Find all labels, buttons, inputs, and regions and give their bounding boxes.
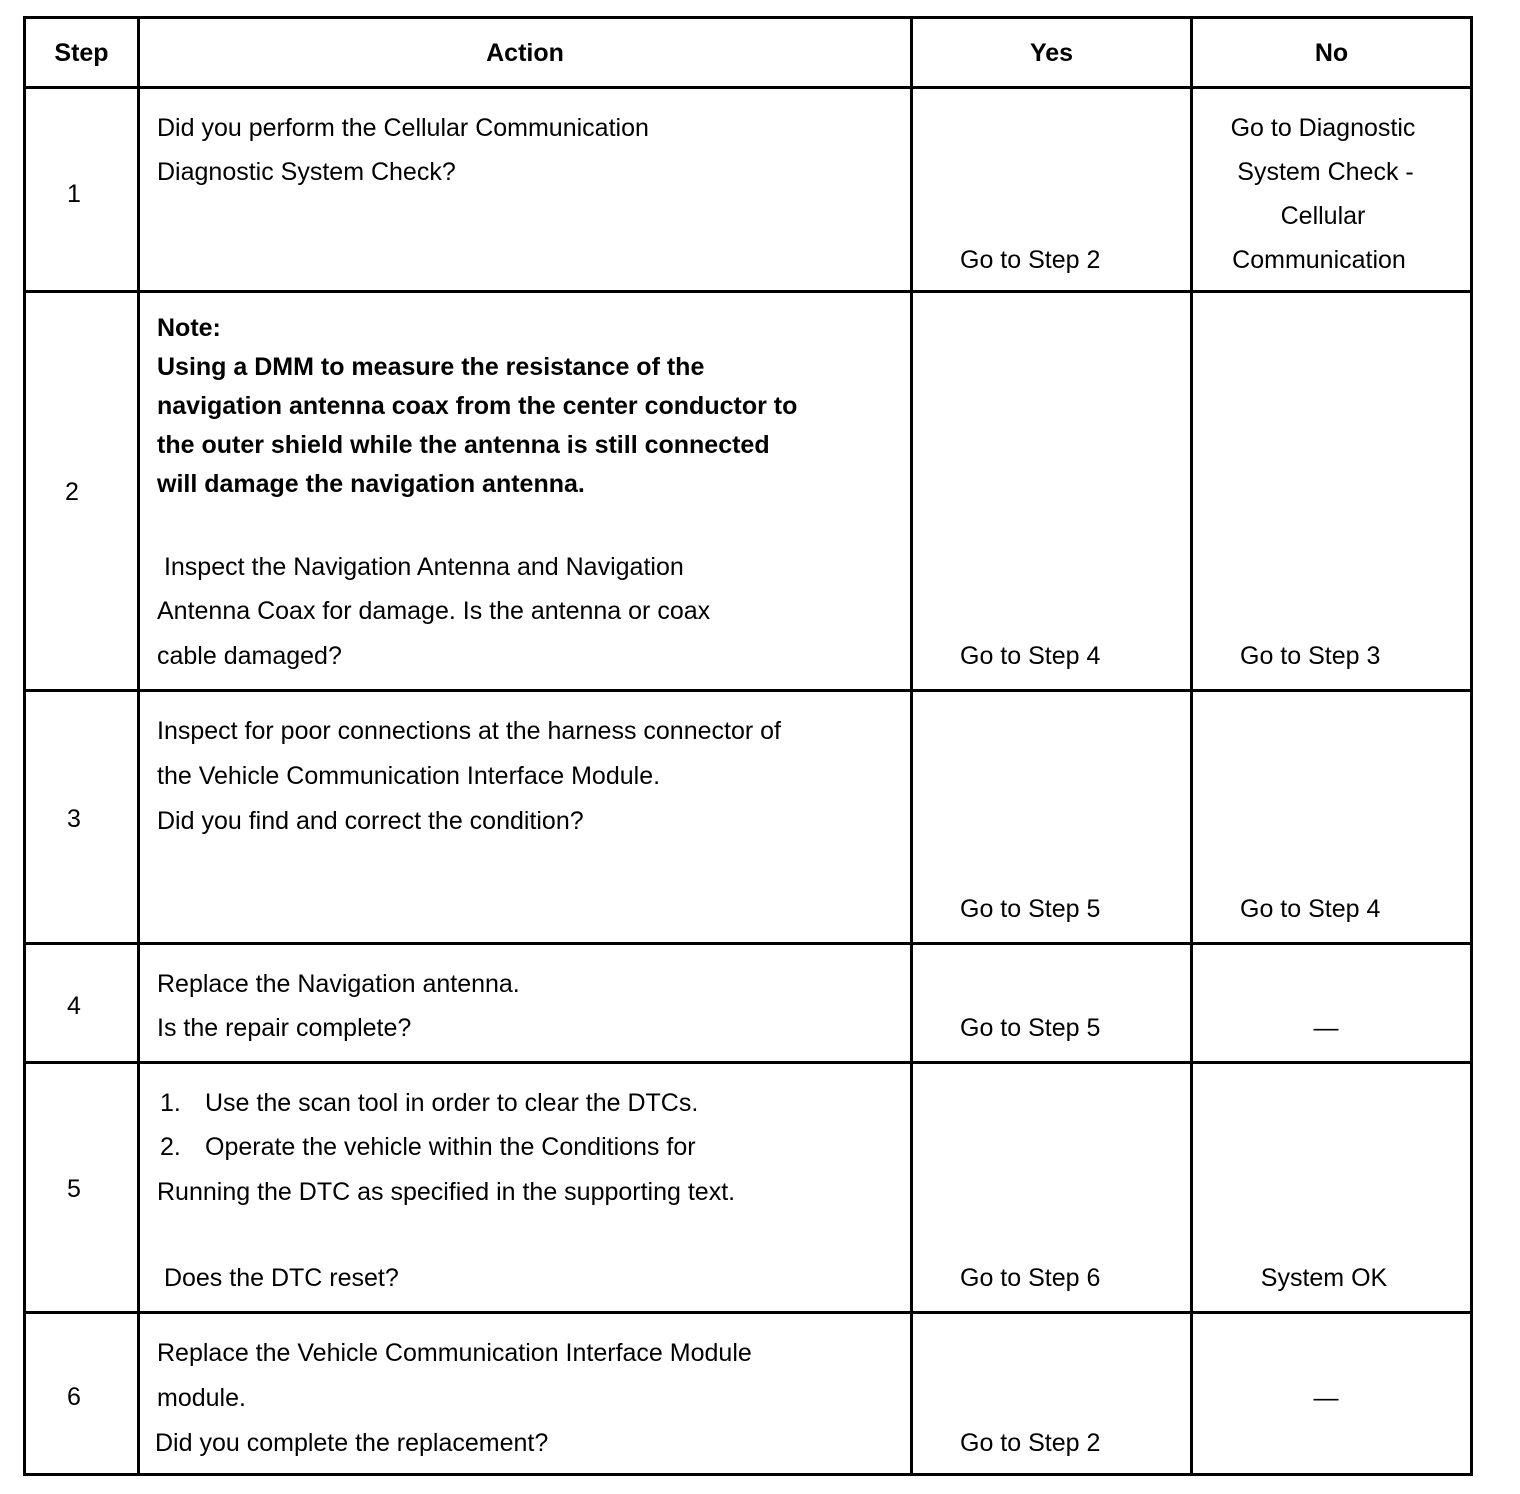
column-divider: [910, 19, 913, 1473]
header-step: Step: [54, 39, 109, 67]
row-divider: [26, 290, 1470, 293]
step-number: 4: [67, 992, 81, 1020]
step-number: 6: [67, 1383, 81, 1411]
no-result: Go to Step 4: [1240, 895, 1381, 923]
no-result: —: [1313, 1014, 1339, 1042]
diagnostic-table: [23, 16, 1473, 1476]
action-text: Is the repair complete?: [157, 1014, 412, 1042]
action-text: module.: [157, 1384, 246, 1412]
list-number: 1.: [160, 1089, 181, 1117]
yes-result: Go to Step 2: [960, 1429, 1101, 1457]
list-number: 2.: [160, 1133, 181, 1161]
header-no: No: [1314, 39, 1349, 67]
no-result: —: [1313, 1384, 1339, 1412]
action-text: Antenna Coax for damage. Is the antenna or coax: [157, 597, 711, 625]
no-result: System OK: [1260, 1264, 1388, 1292]
row-divider: [26, 942, 1470, 945]
note-text: the outer shield while the antenna is still connected: [157, 431, 770, 459]
header-yes: Yes: [1029, 39, 1074, 67]
yes-result: Go to Step 2: [960, 246, 1101, 274]
note-title: Note:: [157, 314, 221, 342]
action-text: Inspect the Navigation Antenna and Navigation: [157, 553, 684, 581]
yes-result: Go to Step 6: [960, 1264, 1101, 1292]
action-text: Did you find and correct the condition?: [157, 807, 584, 835]
list-item: Operate the vehicle within the Conditions for: [205, 1133, 696, 1161]
column-divider: [137, 19, 140, 1473]
row-divider: [26, 1311, 1470, 1314]
list-item: Use the scan tool in order to clear the DTCs.: [205, 1089, 699, 1117]
action-text: Inspect for poor connections at the harness connector of: [157, 717, 781, 745]
action-text: Diagnostic System Check?: [157, 158, 456, 186]
step-number: 2: [65, 478, 79, 506]
column-divider: [1190, 19, 1193, 1473]
action-text: Running the DTC as specified in the supporting text.: [157, 1178, 736, 1206]
no-result: Cellular: [1280, 202, 1366, 230]
action-text: Replace the Navigation antenna.: [157, 970, 520, 998]
yes-result: Go to Step 5: [960, 895, 1101, 923]
step-number: 1: [67, 180, 81, 208]
note-text: will damage the navigation antenna.: [157, 470, 585, 498]
action-text: cable damaged?: [157, 642, 342, 670]
no-result: Communication: [1232, 246, 1406, 274]
no-result: System Check -: [1237, 158, 1414, 186]
question-text: Does the DTC reset?: [157, 1264, 399, 1292]
step-number: 5: [67, 1175, 81, 1203]
row-divider: [26, 86, 1470, 89]
yes-result: Go to Step 4: [960, 642, 1101, 670]
note-text: navigation antenna coax from the center conductor to: [157, 392, 798, 420]
step-number: 3: [67, 805, 81, 833]
action-text: Did you complete the replacement?: [155, 1429, 549, 1457]
header-action: Action: [486, 39, 564, 67]
action-text: Replace the Vehicle Communication Interface Module: [157, 1339, 752, 1367]
action-text: Did you perform the Cellular Communication: [157, 114, 649, 142]
yes-result: Go to Step 5: [960, 1014, 1101, 1042]
row-divider: [26, 1061, 1470, 1064]
note-text: Using a DMM to measure the resistance of the: [157, 353, 705, 381]
no-result: Go to Step 3: [1240, 642, 1381, 670]
action-text: the Vehicle Communication Interface Module.: [157, 762, 661, 790]
no-result: Go to Diagnostic: [1230, 114, 1416, 142]
row-divider: [26, 689, 1470, 692]
